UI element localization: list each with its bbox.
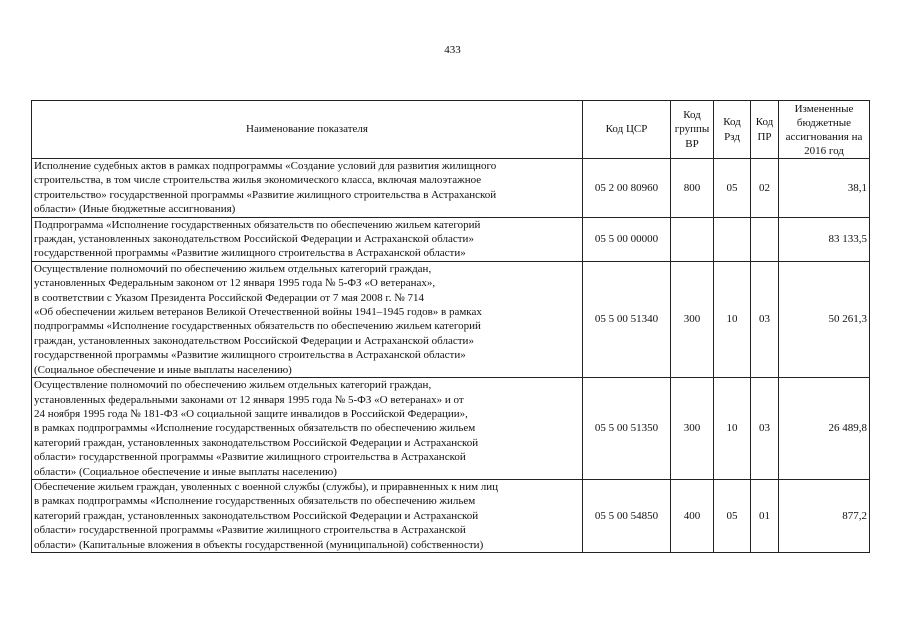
row-sum: 26 489,8	[779, 378, 870, 480]
header-pr: Код ПР	[751, 101, 779, 159]
row-pr: 03	[751, 261, 779, 377]
row-sum: 38,1	[779, 159, 870, 218]
row-pr: 02	[751, 159, 779, 218]
row-sum: 50 261,3	[779, 261, 870, 377]
row-vr: 400	[671, 479, 714, 552]
row-pr	[751, 217, 779, 261]
row-vr: 300	[671, 378, 714, 480]
table-row	[32, 479, 870, 552]
row-rzd: 10	[714, 261, 751, 377]
page-number: 433	[444, 44, 461, 56]
row-sum: 83 133,5	[779, 217, 870, 261]
row-vr: 800	[671, 159, 714, 218]
row-csr: 05 2 00 80960	[583, 159, 671, 218]
row-name: Осуществление полномочий по обеспечению жильем отдельных категорий граждан, установленных Федеральным законом от 12 января 1995 года № 5-ФЗ «О ветеранах», в соответствии с Указом Президента Российской Федерации от 7 мая 2008 г. № 714 «Об обеспечении жильем ветеранов Великой Отечественной войны 1941–1945 годов» в рамках подпрограммы «Исполнение государственных обязательств по обеспечению жильем категорий граждан, установленных законодательством Российской Федерации и Астраханской области» государственной программы «Развитие жилищного строительства в Астраханской области» (Социальное обеспечение и иные выплаты населению)	[32, 261, 583, 377]
row-csr: 05 5 00 00000	[583, 217, 671, 261]
row-csr: 05 5 00 51350	[583, 378, 671, 480]
table-header-row	[32, 101, 870, 159]
table-row	[32, 261, 870, 377]
row-csr: 05 5 00 51340	[583, 261, 671, 377]
table-row	[32, 159, 870, 218]
row-pr: 01	[751, 479, 779, 552]
header-sum: Измененные бюджетные ассигнования на 2016 год	[779, 101, 870, 159]
header-rzd: Код Рзд	[714, 101, 751, 159]
row-name: Осуществление полномочий по обеспечению жильем отдельных категорий граждан, установленных федеральными законами от 12 января 1995 года № 5-ФЗ «О ветеранах» и от 24 ноября 1995 года № 181-ФЗ «О социальной защите инвалидов в Российской Федерации», в рамках подпрограммы «Исполнение государственных обязательств по обеспечению жильем категорий граждан, установленных законодательством Российской Федерации и Астраханской области» государственной программы «Развитие жилищного строительства в Астраханской области» (Социальное обеспечение и иные выплаты населению)	[32, 378, 583, 480]
header-csr: Код ЦСР	[583, 101, 671, 159]
row-rzd: 10	[714, 378, 751, 480]
table-row	[32, 378, 870, 480]
header-vr: Код группы ВР	[671, 101, 714, 159]
row-sum: 877,2	[779, 479, 870, 552]
row-vr: 300	[671, 261, 714, 377]
row-pr: 03	[751, 378, 779, 480]
row-csr: 05 5 00 54850	[583, 479, 671, 552]
row-rzd: 05	[714, 159, 751, 218]
row-vr	[671, 217, 714, 261]
table-row	[32, 217, 870, 261]
row-rzd: 05	[714, 479, 751, 552]
budget-table	[31, 100, 870, 553]
row-name: Подпрограмма «Исполнение государственных обязательств по обеспечению жильем категорий граждан, установленных законодательством Российской Федерации и Астраханской области» государственной программы «Развитие жилищного строительства в Астраханской области»	[32, 217, 583, 261]
row-name: Обеспечение жильем граждан, уволенных с военной службы (службы), и приравненных к ним лиц в рамках подпрограммы «Исполнение государственных обязательств по обеспечению жильем категорий граждан, установленных законодательством Российской Федерации и Астраханской области» государственной программы «Развитие жилищного строительства в Астраханской области» (Капитальные вложения в объекты государственной (муниципальной) собственности)	[32, 479, 583, 552]
header-name: Наименование показателя	[32, 101, 583, 159]
row-name: Исполнение судебных актов в рамках подпрограммы «Создание условий для развития жилищного строительства, в том числе строительства жилья экономического класса, включая малоэтажное строительство» государственной программы «Развитие жилищного строительства в Астраханской области» (Иные бюджетные ассигнования)	[32, 159, 583, 218]
row-rzd	[714, 217, 751, 261]
